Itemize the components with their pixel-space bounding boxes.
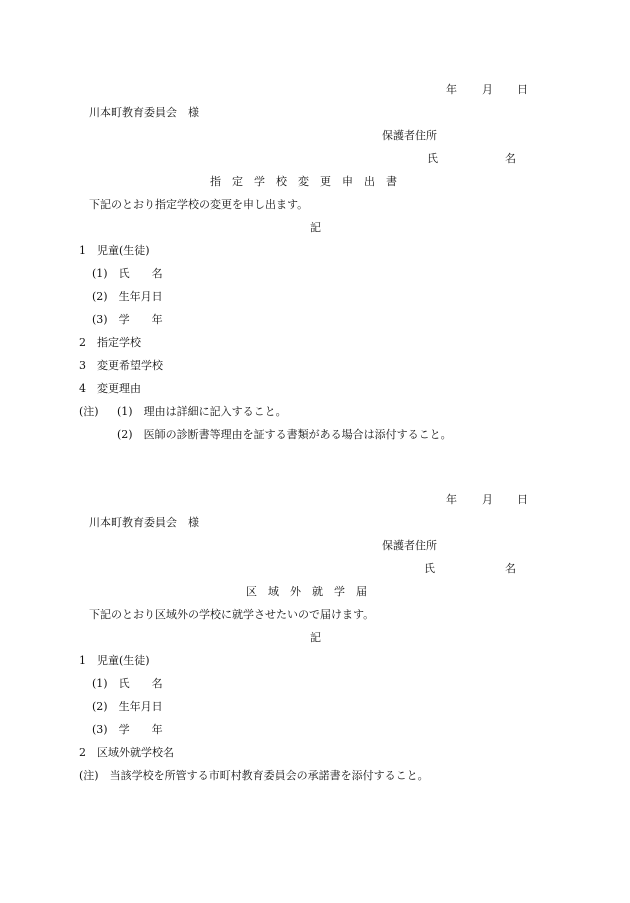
item-name: (1) 氏 名 <box>92 677 163 690</box>
note-2: (2) 医師の診断書等理由を証する書類がある場合は添付すること。 <box>117 428 452 441</box>
date-year: 年 <box>446 83 457 96</box>
intro-text: 下記のとおり指定学校の変更を申し出ます。 <box>89 198 309 211</box>
item-change-reason: 4 変更理由 <box>79 382 141 395</box>
item-birthdate: (2) 生年月日 <box>92 290 163 303</box>
ki-heading: 記 <box>310 221 321 234</box>
item-child: 1 児童(生徒) <box>79 654 150 667</box>
item-desired-school: 3 変更希望学校 <box>79 359 163 372</box>
item-grade: (3) 学 年 <box>92 313 163 326</box>
item-out-of-district-school: 2 区域外就学校名 <box>79 746 174 759</box>
note-1: (1) 理由は詳細に記入すること。 <box>117 405 287 418</box>
name-label-mei: 名 <box>505 152 516 165</box>
date-year: 年 <box>446 493 457 506</box>
document-title: 区 域 外 就 学 届 <box>246 585 367 598</box>
date-day: 日 <box>517 83 528 96</box>
addressee: 川本町教育委員会 様 <box>89 516 199 529</box>
name-label-shi: 氏 <box>427 152 438 165</box>
item-child: 1 児童(生徒) <box>79 244 150 257</box>
date-month: 月 <box>482 83 493 96</box>
guardian-address-label: 保護者住所 <box>382 539 437 552</box>
name-label-mei: 名 <box>505 562 516 575</box>
document-title: 指 定 学 校 変 更 申 出 書 <box>210 175 397 188</box>
item-designated-school: 2 指定学校 <box>79 336 141 349</box>
date-day: 日 <box>517 493 528 506</box>
item-birthdate: (2) 生年月日 <box>92 700 163 713</box>
intro-text: 下記のとおり区域外の学校に就学させたいので届けます。 <box>89 608 375 621</box>
name-label-shi: 氏 <box>424 562 435 575</box>
guardian-address-label: 保護者住所 <box>382 129 437 142</box>
item-name: (1) 氏 名 <box>92 267 163 280</box>
item-grade: (3) 学 年 <box>92 723 163 736</box>
note: (注) 当該学校を所管する市町村教育委員会の承諾書を添付すること。 <box>79 769 429 782</box>
note-prefix: (注) <box>79 405 99 418</box>
date-month: 月 <box>482 493 493 506</box>
ki-heading: 記 <box>310 631 321 644</box>
addressee: 川本町教育委員会 様 <box>89 106 199 119</box>
